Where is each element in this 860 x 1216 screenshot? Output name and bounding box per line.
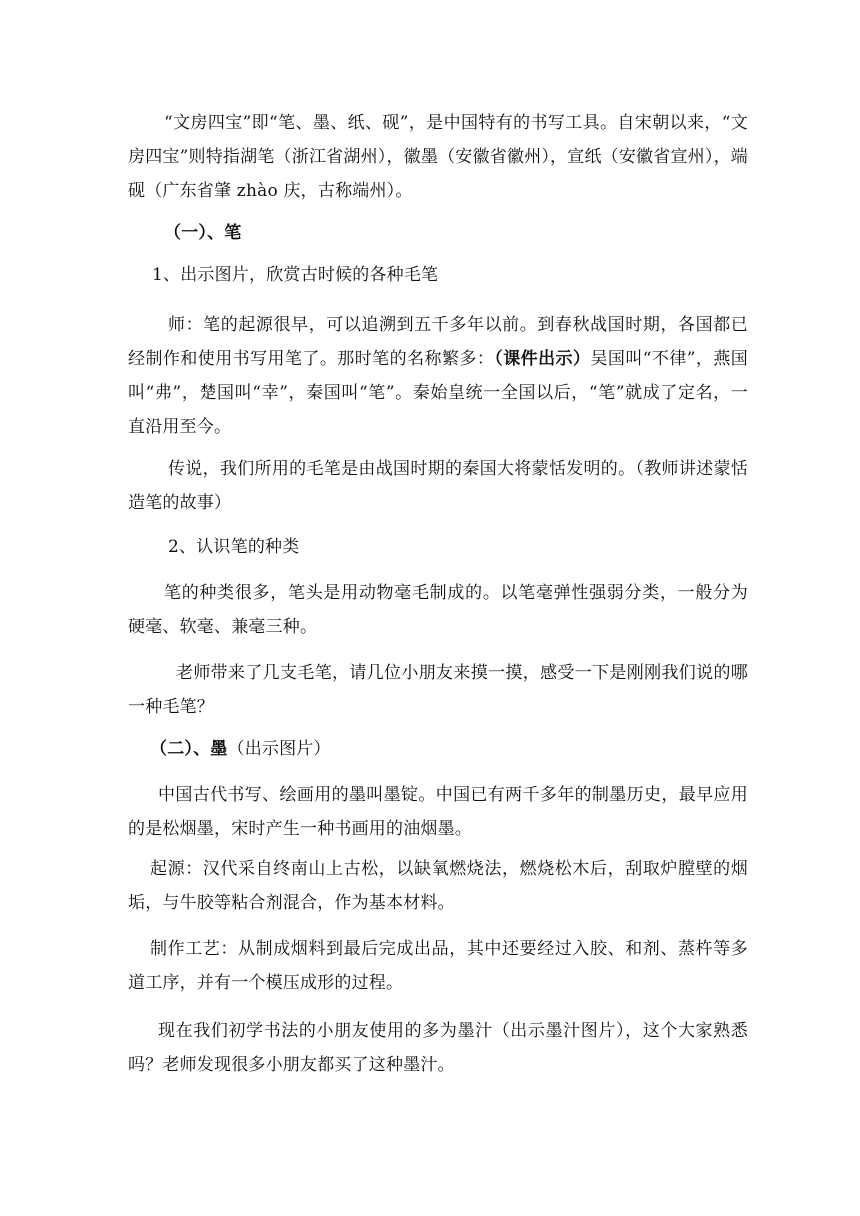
legend-text: 传说，我们所用的毛笔是由战国时期的秦国大将蒙恬发明的。（教师讲述蒙恬造笔的故事）: [128, 459, 748, 513]
brush-types-text: 笔的种类很多，笔头是用动物毫毛制成的。以笔毫弹性强弱分类，一般分为硬毫、软毫、兼毫三种。: [128, 583, 748, 637]
legend-paragraph: [128, 452, 748, 520]
section-heading-brush-text: （一）、笔: [164, 223, 242, 243]
item-brush-types-text: 2、认识笔的种类: [168, 537, 300, 557]
ink-origin-text: 起源：汉代采自终南山上古松，以缺氧燃烧法，燃烧松木后，刮取炉膛壁的烟垢，与牛胶等粘合剂混合，作为基本材料。: [128, 859, 748, 913]
activity-text: 老师带来了几支毛笔，请几位小朋友来摸一摸，感受一下是刚刚我们说的哪一种毛笔？: [128, 663, 748, 717]
section-heading-brush: [128, 216, 748, 250]
ink-modern-paragraph: [128, 1014, 748, 1082]
ink-process-paragraph: [128, 932, 748, 1000]
item-view-brushes: [128, 258, 748, 292]
teacher-text-part1: 师：笔的起源很早，可以追溯到五千多年以前。到春秋战国时期，各国都已经制作和使用书写用笔了。那时笔的名称繁多：: [128, 315, 748, 369]
courseware-note: （课件出示）: [494, 349, 591, 369]
teacher-text-part2: 吴国叫“不律”，燕国叫“弗”，楚国叫“幸”，秦国叫“笔”。秦始皇统一全国以后，“笔”就成了定名，一直沿用至今。: [128, 349, 748, 437]
ink-history-paragraph: [128, 778, 748, 846]
section-heading-ink-note: （出示图片）: [227, 739, 331, 759]
ink-origin-paragraph: [128, 852, 748, 920]
intro-paragraph: [128, 106, 748, 208]
brush-types-paragraph: [128, 576, 748, 644]
ink-process-text: 制作工艺：从制成烟料到最后完成出品，其中还要经过入胶、和剂、蒸杵等多道工序，并有一个模压成形的过程。: [128, 939, 748, 993]
ink-history-text: 中国古代书写、绘画用的墨叫墨锭。中国已有两千多年的制墨历史，最早应用的是松烟墨，宋时产生一种书画用的油烟墨。: [128, 785, 748, 839]
section-heading-ink-text: （二）、墨: [150, 739, 228, 759]
item-view-brushes-text: 1、出示图片，欣赏古时候的各种毛笔: [152, 265, 439, 285]
item-brush-types: [128, 530, 748, 564]
ink-modern-text: 现在我们初学书法的小朋友使用的多为墨汁（出示墨汁图片），这个大家熟悉吗？老师发现很多小朋友都买了这种墨汁。: [128, 1021, 748, 1075]
section-heading-ink: [128, 732, 748, 766]
activity-paragraph: [128, 656, 748, 724]
teacher-paragraph: [128, 308, 748, 444]
intro-text: “文房四宝”即“笔、墨、纸、砚”，是中国特有的书写工具。自宋朝以来，“文房四宝”则特指湖笔（浙江省湖州），徽墨（安徽省徽州），宣纸（安徽省宣州），端砚（广东省肇 zhào 庆，古称端州）。: [128, 113, 748, 201]
